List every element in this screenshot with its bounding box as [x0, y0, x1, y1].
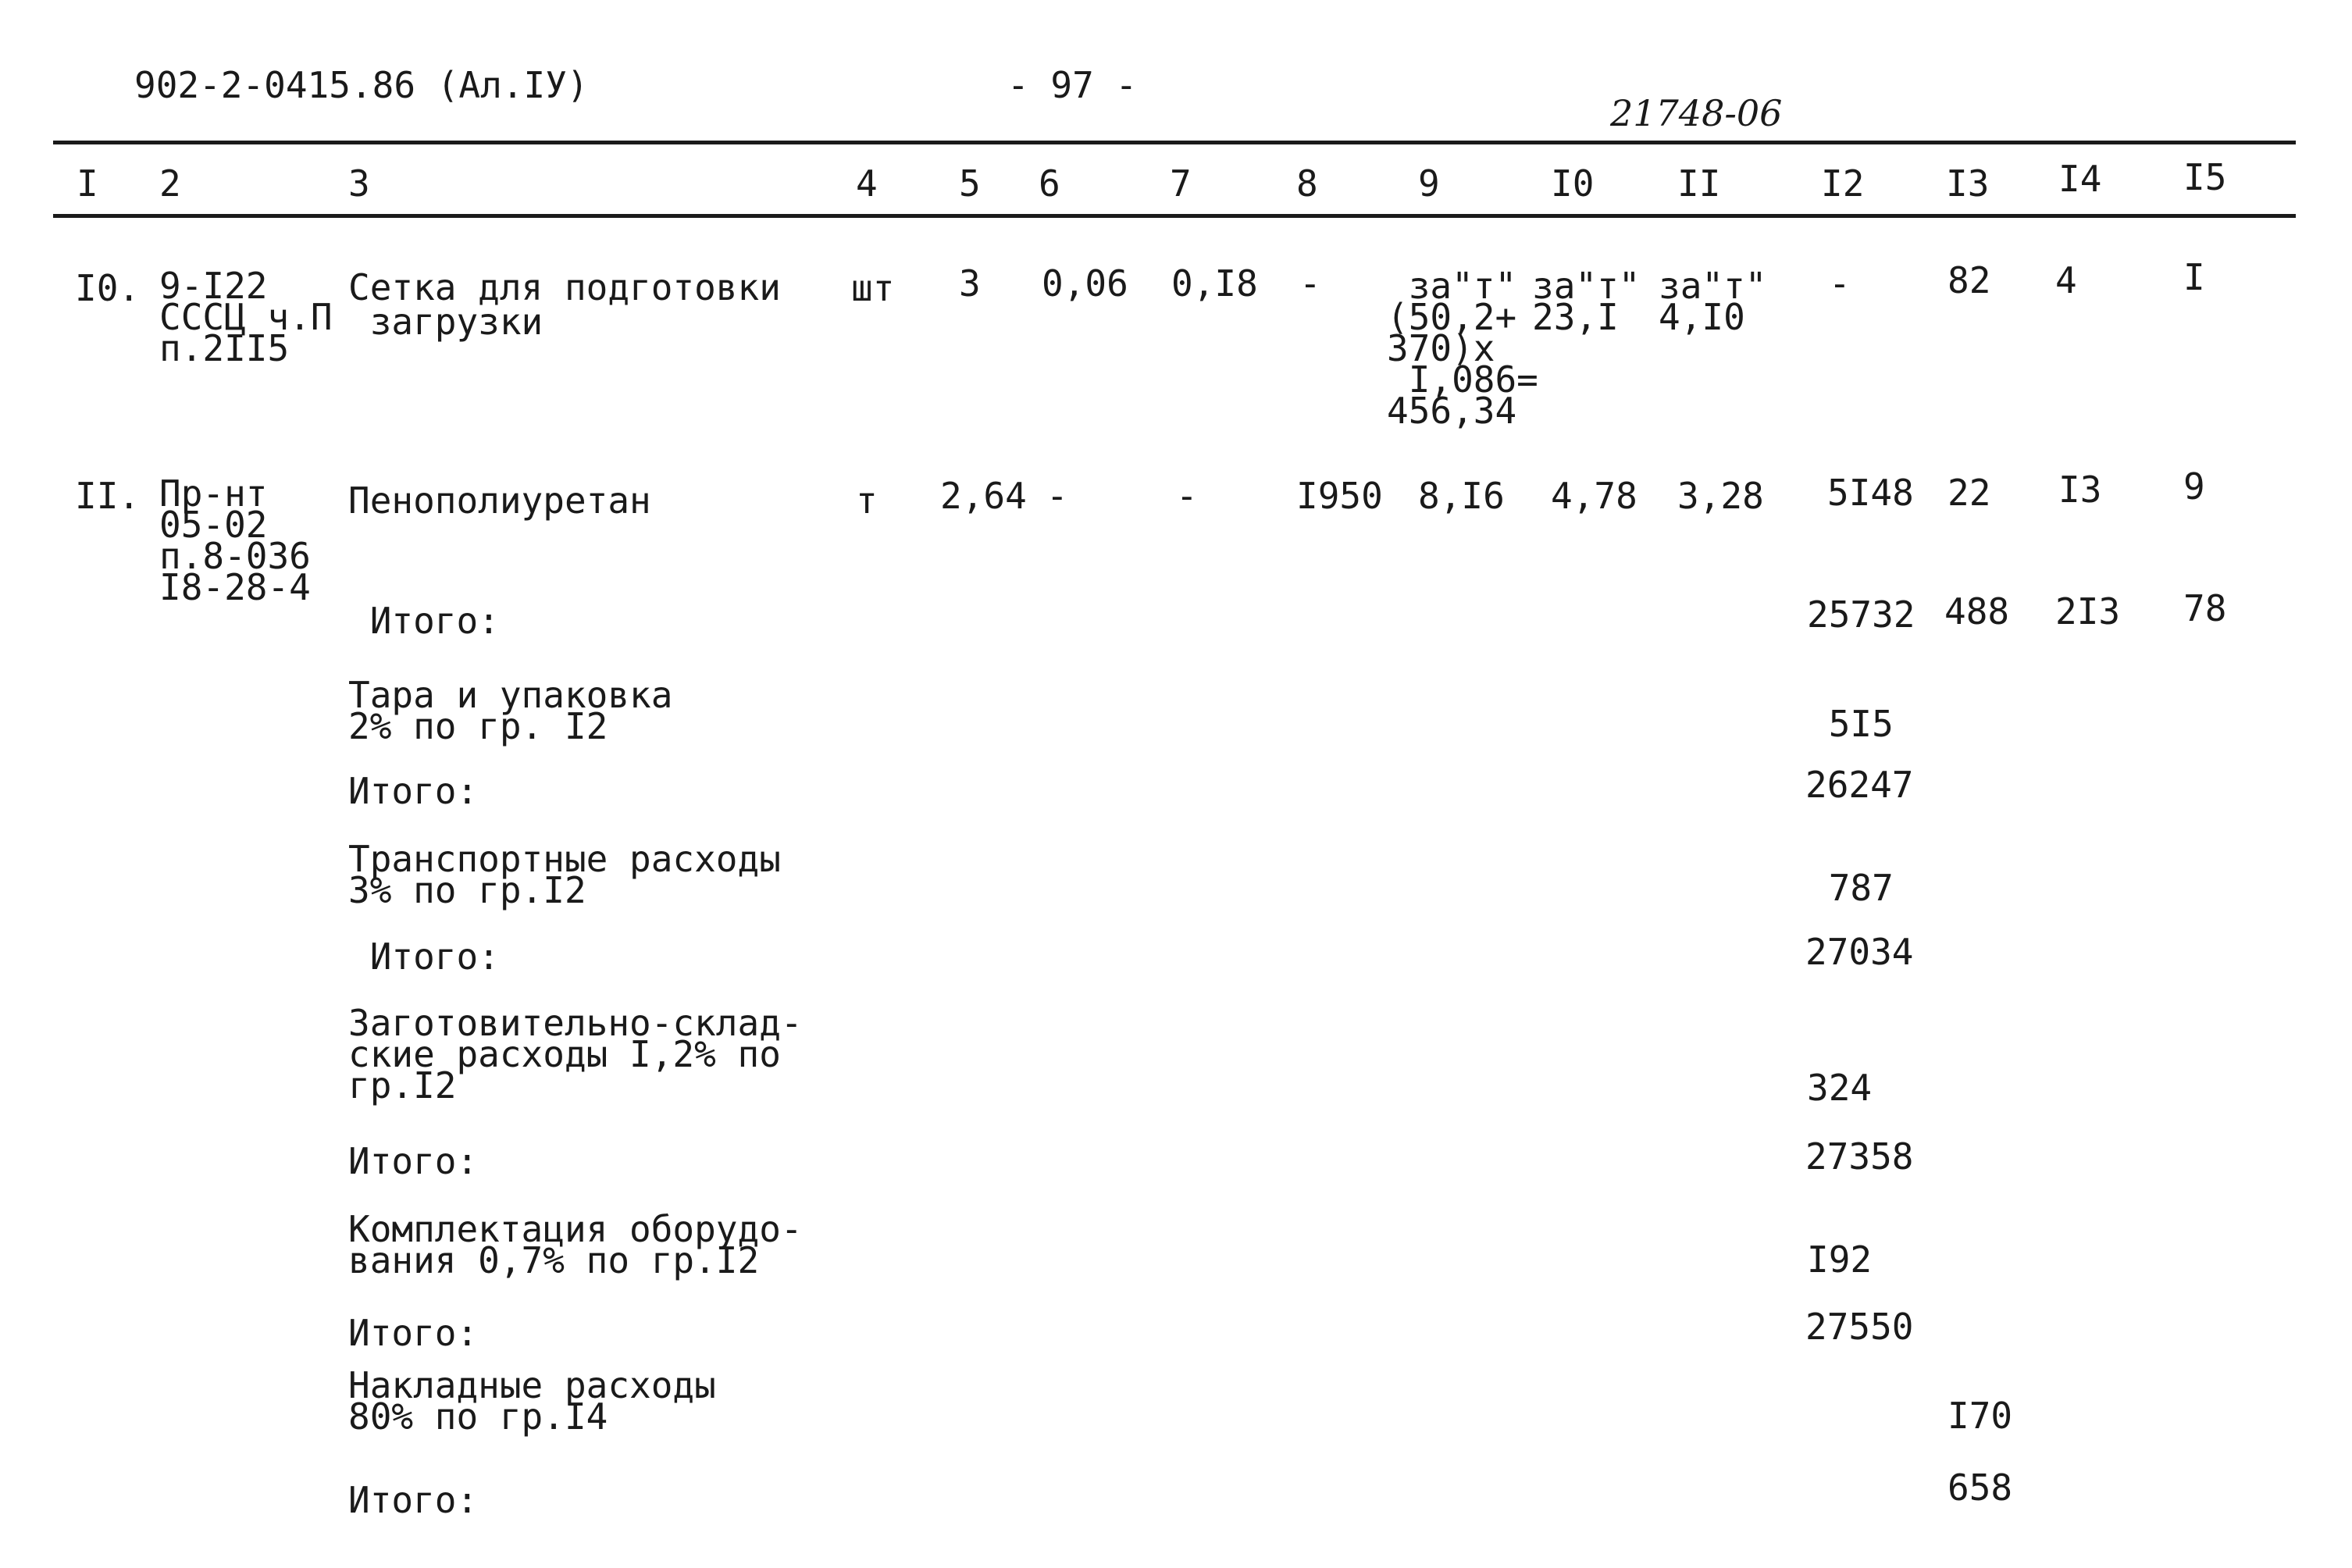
summary-label: Комплектация оборудо- вания 0,7% по гр.I2 [348, 1208, 803, 1281]
col-6-value: 0,06 [1042, 262, 1128, 305]
summary-label: Итого: [348, 600, 500, 642]
quantity: 2,64 [940, 475, 1027, 517]
summary-col-12: 27550 [1805, 1306, 1914, 1348]
col-15-value: I [2183, 256, 2205, 298]
col-header-13: I3 [1946, 162, 1990, 205]
col-header-1: I [77, 162, 98, 205]
col-14-value: 4 [2055, 259, 2077, 301]
col-header-2: 2 [159, 162, 181, 205]
item-name: Сетка для подготовки загрузки [348, 266, 781, 343]
norm-code: Пр-нт 05-02 п.8-036 I8-28-4 [159, 472, 311, 608]
col-header-15: I5 [2183, 156, 2227, 198]
col-11-value: 3,28 [1677, 475, 1764, 517]
summary-col-13: 658 [1948, 1466, 2013, 1509]
summary-col-12: 787 [1807, 867, 1894, 909]
summary-col-12: 27034 [1805, 931, 1914, 973]
header-top-rule [53, 141, 2296, 144]
col-header-4: 4 [856, 162, 878, 205]
quantity: 3 [959, 262, 981, 305]
row-number: I0. [75, 267, 141, 309]
unit: т [856, 479, 878, 522]
col-13-value: 22 [1948, 472, 1991, 514]
col-9-value: 8,I6 [1418, 475, 1505, 517]
summary-label: Итого: [348, 1312, 479, 1354]
summary-col-13: I70 [1948, 1395, 2013, 1437]
col-14-value: I3 [2058, 469, 2102, 511]
page-number: - 97 - [1007, 64, 1138, 106]
summary-col-14: 2I3 [2055, 590, 2121, 633]
summary-label: Тара и упаковка 2% по гр. I2 [348, 674, 673, 747]
col-11-value: за"т" 4,I0 [1659, 265, 1767, 338]
col-header-7: 7 [1170, 162, 1192, 205]
col-6-value: - [1046, 475, 1068, 517]
summary-label: Итого: [348, 770, 479, 812]
summary-col-12: 324 [1807, 1067, 1873, 1109]
row-number: II. [75, 475, 141, 517]
summary-col-15: 78 [2183, 587, 2227, 629]
col-header-6: 6 [1039, 162, 1060, 205]
col-8-value: - [1299, 262, 1321, 305]
col-10-value: 4,78 [1551, 475, 1637, 517]
col-header-14: I4 [2058, 158, 2102, 200]
col-header-11: II [1677, 162, 1721, 205]
unit: шт [851, 267, 895, 309]
handwritten-stamp-number: 21748-06 [1610, 92, 1783, 134]
col-header-8: 8 [1296, 162, 1318, 205]
col-header-9: 9 [1418, 162, 1440, 205]
summary-label: Итого: [348, 1140, 479, 1182]
document-code: 902-2-0415.86 (Ал.IУ) [134, 64, 589, 106]
summary-col-12: I92 [1807, 1238, 1873, 1281]
norm-code: 9-I22 СССЦ ч.П п.2II5 [159, 265, 333, 369]
col-13-value: 82 [1948, 259, 1991, 301]
summary-label: Накладные расходы 80% по гр.I4 [348, 1364, 716, 1438]
summary-col-12: 25732 [1807, 593, 1915, 636]
col-9-formula: за"т" (50,2+ 370)х I,086= 456,34 [1387, 265, 1538, 432]
col-12-value: - [1829, 262, 1851, 305]
header-bottom-rule [53, 214, 2296, 218]
summary-col-12: 5I5 [1807, 703, 1894, 745]
col-header-12: I2 [1821, 162, 1865, 205]
col-12-value: 5I48 [1827, 472, 1914, 514]
col-7-value: 0,I8 [1171, 262, 1258, 305]
col-10-value: за"т" 23,I [1532, 265, 1641, 338]
col-header-3: 3 [348, 162, 370, 205]
summary-label: Итого: [348, 1479, 479, 1521]
summary-label: Транспортные расходы 3% по гр.I2 [348, 838, 781, 911]
item-name: Пенополиуретан [348, 479, 651, 522]
summary-col-12: 27358 [1805, 1135, 1914, 1178]
summary-label: Итого: [348, 935, 500, 978]
summary-label: Заготовительно-склад- ские расходы I,2% по гр.I2 [348, 1002, 803, 1107]
col-header-10: I0 [1551, 162, 1595, 205]
col-15-value: 9 [2183, 465, 2205, 508]
col-7-value: - [1176, 475, 1198, 517]
summary-col-12: 26247 [1805, 764, 1914, 806]
col-8-value: I950 [1296, 475, 1383, 517]
summary-col-13: 488 [1944, 590, 2010, 633]
col-header-5: 5 [959, 162, 981, 205]
